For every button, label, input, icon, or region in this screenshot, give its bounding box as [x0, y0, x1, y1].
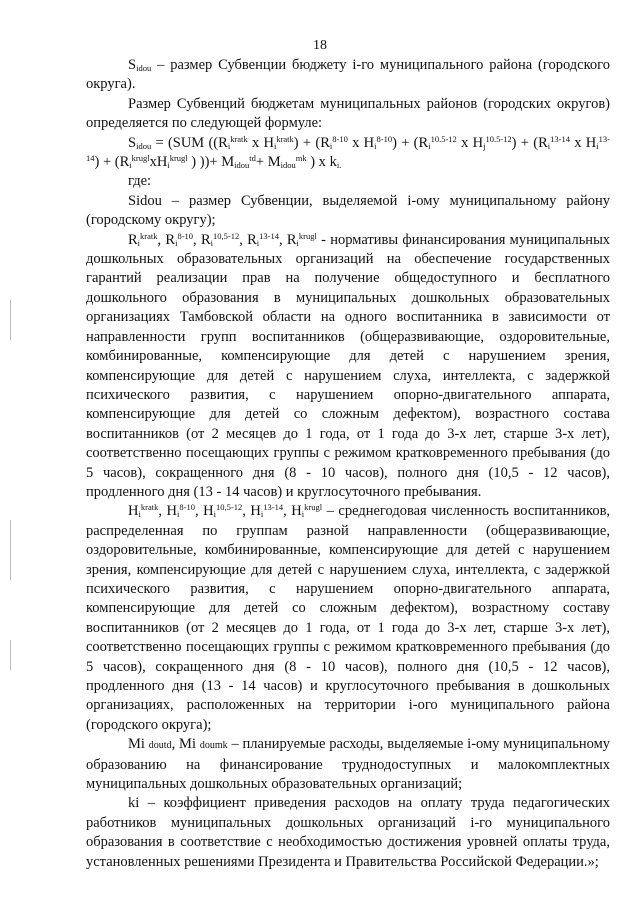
scan-margin-mark — [10, 520, 11, 580]
paragraph-where: где: — [128, 173, 152, 190]
document-body — [86, 56, 610, 872]
paragraph-s-idou-definition: $S_{idou}$ – размер Субвенции бюджету i-го муниципального района (городского округа). — [86, 57, 610, 93]
paragraph-m-expenses: Mi doutd, Mi doumk – планируемые расходы, выделяемые i-ому муниципальному образованию на финансирование труднодоступных и малокомплектных муниципальных дошкольных образовательных организаций; — [86, 736, 611, 793]
page-number: 18 — [313, 38, 327, 53]
scan-margin-mark — [10, 300, 11, 340]
formula: $S_{idou} = (SUM$ (($R_i^{kratk}$ x $H_i^{kratk}) + (R_i^{8-10}$ x $H_i^{8-10}) + (R_i^{10.5-12}$ x $H_j^{10.5-12}) + (R_i^{13-14}$ x $H_i^{13-14}) + (R_i^{krugl}xH_i^{krugl}$ ) ))+ $M_{idou}^{td}+ M_{idou}^{mk}$ ) x $k_{i.}$ — [86, 133, 610, 171]
paragraph-formula-intro: Размер Субвенций бюджетам муниципальных районов (городских округов) определяется по следующей формуле: — [86, 95, 610, 132]
paragraph-r-norms: $R_i^{kratk}$, $R_i^{8-10}$, $R_i^{10,5-12}$, $R_i^{13-14}$, $R_i^{krugl}$ - нормативы финансирования муниципальных дошкольных образовательных организаций на обеспечение государственных гарантий реализации прав на получение общедоступного и бесплатного дошкольного образования в муниципальных дошкольных образовательных организациях Тамбовской области на одного воспитанника в зависимости от направленности групп воспитанников (общеразвивающие, оздоровительные, комбинированные, компенсирующие для детей с нарушением зрения, компенсирующие для детей с нарушением слуха, интеллекта, с задержкой психического развития, с нарушением опорно-двигательного аппарата, компенсирующие для детей со сложным дефектом), возрастного состава воспитанников (от 2 месяцев до 1 года, от 1 года до 3-х лет, старше 3-х лет), соответственно посещающих группы с режимом кратковременного пребывания (до 5 часов), сокращенного дня (8 - 10 часов), полного дня (10,5 - 12 часов), продленного дня (13 - 14 часов) и круглосуточного пребывания. — [86, 230, 611, 500]
paragraph-s-idou-meaning: Sidou – размер Субвенции, выделяемой i-ому муниципальному району (городскому округу); — [86, 192, 610, 229]
scan-margin-mark — [10, 640, 11, 670]
paragraph-k-coefficient: ki – коэффициент приведения расходов на оплату труда педагогических работников муниципальных дошкольных организаций i-го муниципального образования в соответствие с необходимостью достижения уровней оплаты труда, установленных решениями Президента и Правительства Российской Федерации.»; — [86, 795, 611, 870]
paragraph-h-counts: $H_i^{kratk}$, $H_i^{8-10}$, $H_i^{10,5-12}$, $H_i^{13-14}$, $H_i^{krugl}$ – среднегодовая численность воспитанников, распределенная по группам разной направленности (общеразвивающие, оздоровительные, комбинированные, компенсирующие для детей с нарушением зрения, компенсирующие для детей с нарушением слуха, интеллекта, с задержкой психического развития, с нарушением опорно-двигательного аппарата, компенсирующие для детей со сложным дефектом), возрастному составу воспитанников (от 2 месяцев до 1 года, от 1 года до 3-х лет, старше 3-х лет), соответственно посещающих группы с режимом кратковременного пребывания (до 5 часов), сокращенного дня (8 - 10 часов), полного дня (10,5 - 12 часов), продленного дня (13 - 14 часов) и круглосуточного пребывания в дошкольных организациях, расположенных на территории i-ого муниципального района (городского округа); — [86, 502, 611, 733]
